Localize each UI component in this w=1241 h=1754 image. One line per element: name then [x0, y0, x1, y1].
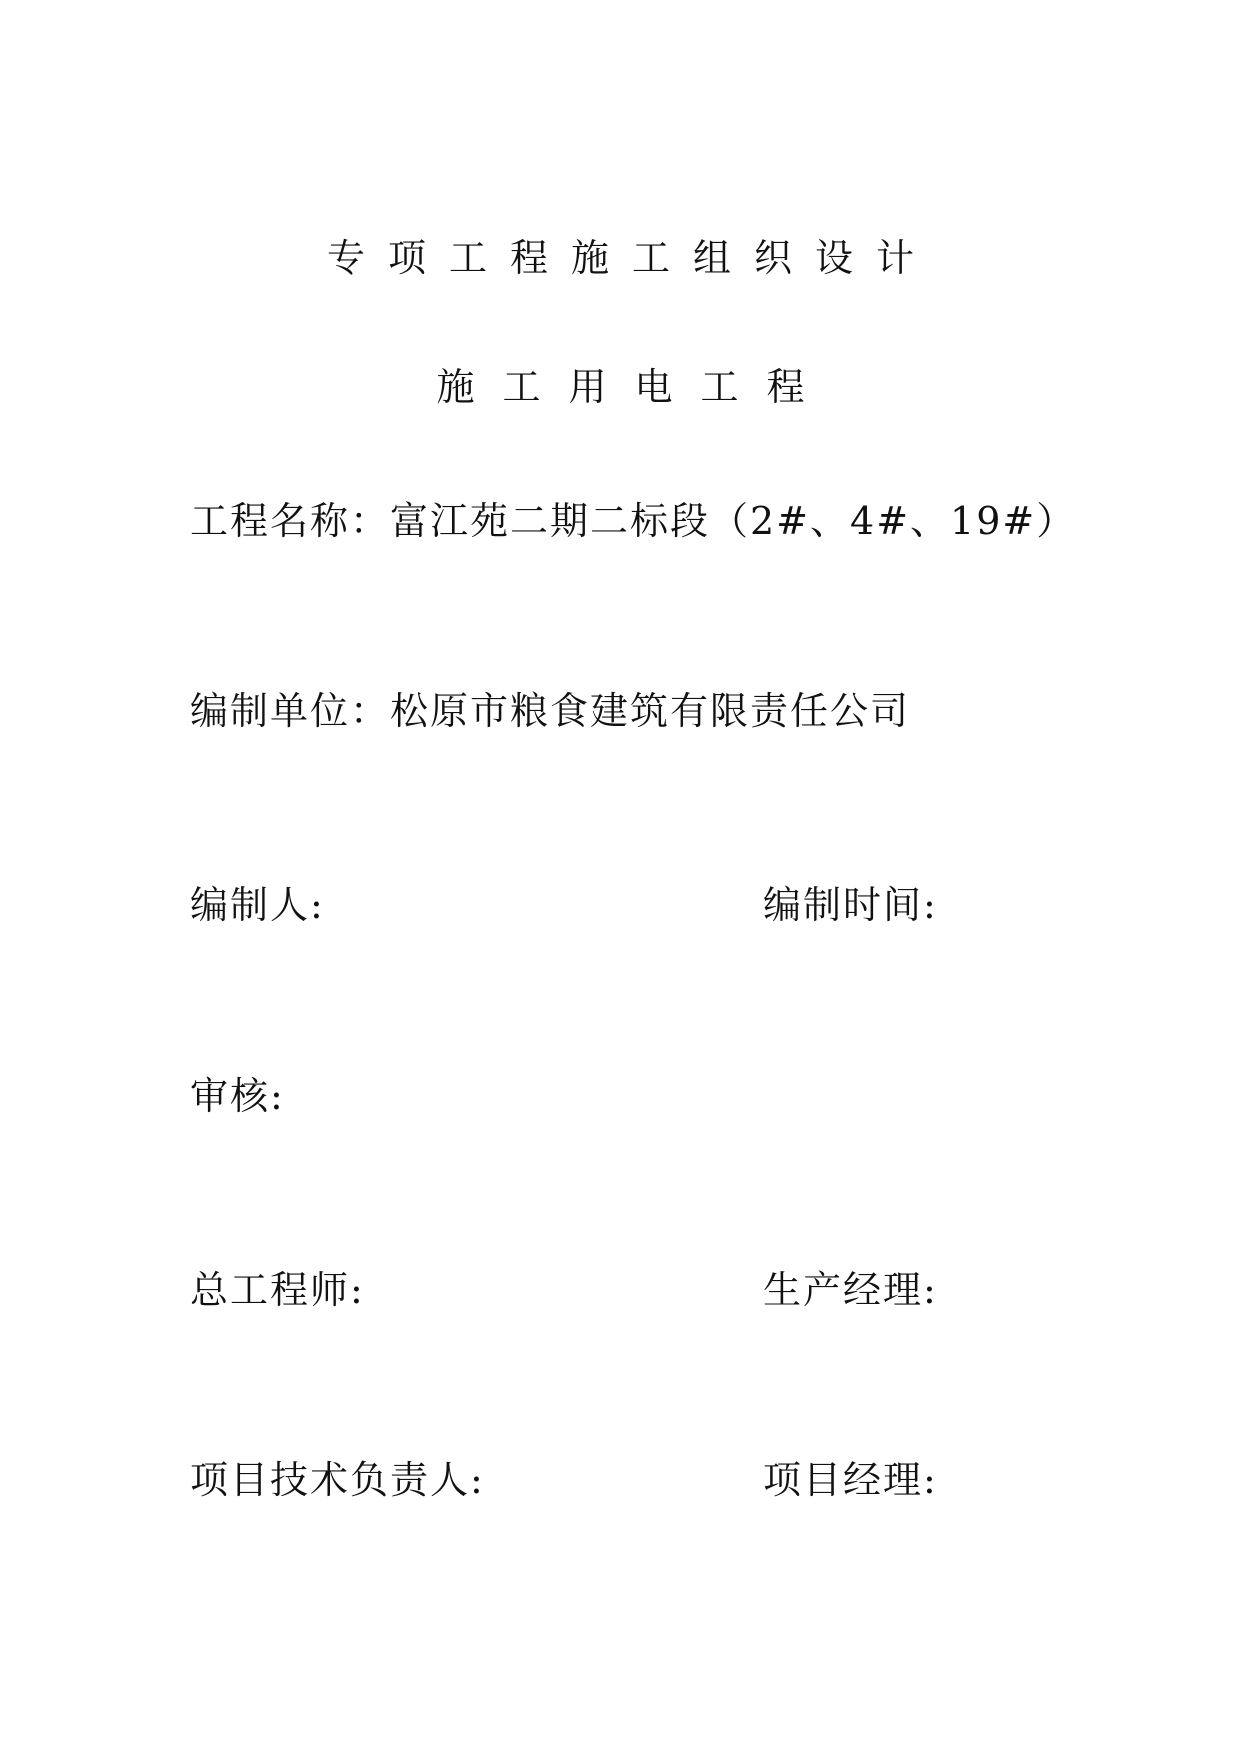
compiling-unit-line: 编制单位：松原市粮食建筑有限责任公司: [190, 689, 911, 733]
project-manager-label: 项目经理:: [763, 1458, 938, 1502]
production-manager-label: 生产经理:: [763, 1268, 938, 1312]
document-subtitle: 施工用电工程: [436, 365, 833, 409]
technical-lead-label: 项目技术负责人:: [190, 1458, 485, 1502]
project-name-line: 工程名称：富江苑二期二标段（2#、4#、19#）: [190, 499, 1077, 543]
reviewer-label: 审核:: [190, 1074, 285, 1118]
compiler-label: 编制人:: [190, 883, 325, 927]
document-title: 专项工程施工组织设计: [326, 236, 937, 280]
compile-time-label: 编制时间:: [763, 883, 938, 927]
chief-engineer-label: 总工程师:: [190, 1268, 365, 1312]
